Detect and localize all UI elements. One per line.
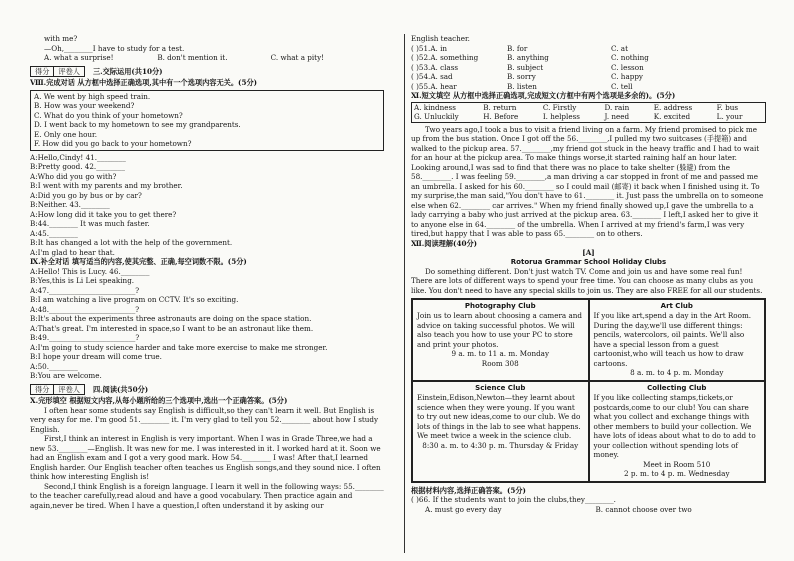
word-option: C. Firstly (542, 102, 577, 112)
box-option: C. What do you think of your hometown? (34, 110, 183, 120)
left-column (30, 34, 392, 553)
clubs-grid (411, 298, 766, 482)
word-option: B. return (483, 102, 517, 112)
question-option-c: C. happy (611, 72, 643, 81)
score-box (30, 66, 85, 78)
text-line: —Oh,________I have to study for a test. (44, 43, 185, 53)
dialog-line: B:Neither. 43.________ (30, 200, 110, 209)
part-title: Ⅺ.短文填空 从方框中选择正确选项,完成短文(方框中有两个选项是多余的)。(5分) (411, 91, 676, 100)
box-option: F. How did you go back to your hometown? (34, 139, 192, 148)
question-row (411, 44, 766, 54)
options-box (30, 90, 384, 151)
question-option-c: C. nothing (611, 53, 649, 62)
word-option: D. rain (604, 102, 630, 112)
club-title: Collecting Club (647, 383, 707, 392)
club-description: Join us to learn about choosing a camera and advice on taking successful photos. We will also teach you how to use your PC to store and print your photos. (417, 311, 583, 349)
question-row (411, 82, 766, 92)
section-header (30, 384, 384, 396)
option-text: A. class (430, 62, 459, 72)
club-time: Meet in Room 510 (643, 459, 711, 469)
option-b: B. don't mention it. (157, 53, 228, 62)
club-description: Einstein,Edison,Newton—they learnt about science when they were young. If you want to try out new ideas,come to our club. We do lots of things in the lab to see what happens. We meet twice a week in the science club. (417, 393, 581, 441)
text-line: English teacher. (411, 34, 470, 43)
question-number: ( )55. (411, 81, 431, 91)
club-art (589, 299, 766, 381)
dialog-line: B:I went with my parents and my brother. (30, 181, 183, 190)
dialog-line: B:It's about the experiments three astronauts are doing on the space station. (30, 314, 312, 323)
question-option-c: C. at (611, 43, 628, 53)
word-option: E. address (653, 102, 693, 112)
box-option: E. Only one hour. (34, 129, 97, 139)
word-option: I. helpless (542, 112, 580, 121)
option-text: A. sad (430, 72, 453, 81)
part-title: Ⅸ.补全对话 填写适当的内容,使其完整、正确,每空词数不限。(5分) (30, 257, 247, 266)
dialog-line: A:Who did you go with? (30, 171, 117, 181)
option-text: A. hear (430, 81, 457, 91)
dialog-line: B:I am watching a live program on CCTV. It's so exciting. (30, 295, 239, 304)
word-option: L. your (716, 112, 743, 121)
question-option-c: C. lesson (611, 62, 644, 72)
answer-options (30, 53, 384, 63)
question-option-a (411, 53, 507, 63)
dialog-line: B:44.________ It was much faster. (30, 219, 150, 228)
option-a: A. must go every day (425, 504, 502, 514)
dialog-line: B:You are welcome. (30, 371, 102, 380)
option-b: B. cannot choose over two (595, 504, 692, 514)
question-66: ( )66. If the students want to join the clubs,they________. (411, 495, 616, 505)
word-box (411, 102, 766, 123)
club-room: Room 308 (481, 358, 519, 368)
dialog-line: A:I'm going to study science harder and take more exercise to make me stronger. (30, 342, 328, 352)
dialog-line: A:Hello! This is Lucy. 46.________ (30, 266, 150, 276)
question-option-a (411, 63, 507, 73)
cloze-paragraph: I often hear some students say English is difficult,so they can't learn it well. But English is very easy for me. I'm good 51.________ it. I'm very glad to tell you 52.________ about how I study English. (30, 405, 379, 434)
question-option-b: B. for (507, 43, 528, 53)
dialog-line: A:Hello,Cindy! 41.________ (30, 152, 126, 162)
question-option-c: C. tell (611, 81, 633, 91)
club-title: Science Club (475, 383, 526, 392)
grader-label: 评卷人 (58, 384, 80, 394)
score-box (30, 384, 85, 396)
question-option-b: B. listen (507, 81, 537, 91)
option-text: A. in (430, 43, 448, 53)
question-number: ( )53. (411, 62, 431, 72)
dialog-line: A:47.________________________? (30, 285, 140, 295)
grader-label: 评卷人 (58, 66, 80, 76)
reading-intro: Do something different. Don't just watch TV. Come and join us and have some real fun! There are lots of different ways to spend your free time. You can choose as many clubs as you like. You don't need to have any special skills to join us. They are also FREE for all our students. (411, 266, 763, 295)
club-room: 2 p. m. to 4 p. m. Wednesday (624, 469, 730, 479)
question-row (411, 72, 766, 82)
word-option: F. bus (716, 102, 739, 112)
part-title: Ⅻ.阅读理解(40分) (411, 238, 478, 248)
dialog-line: A:45.________ (30, 228, 78, 238)
dialog-line: B:Yes,this is Li Lei speaking. (30, 276, 135, 285)
reading-title: Rotorua Grammar School Holiday Clubs (510, 257, 667, 266)
club-science (412, 381, 589, 482)
dialog-line: A:How long did it take you to get there? (30, 209, 177, 219)
word-option: J. need (604, 112, 630, 121)
part-title: 根据材料内容,选择正确答案。(5分) (411, 485, 526, 495)
box-option: B. How was your weekend? (34, 101, 135, 110)
dialog-line: A:That's great. I'm interested in space,so I want to be an astronaut like them. (30, 323, 314, 333)
section-title: 三.交际运用(共10分) (92, 66, 163, 76)
option-a: A. what a surprise! (44, 53, 114, 62)
question-row (411, 63, 766, 73)
word-option: G. Unluckily (414, 112, 459, 121)
dialog-line: A:50.________ (30, 361, 78, 371)
club-collecting (589, 381, 766, 482)
dialog-line: B:I hope your dream will come true. (30, 352, 162, 361)
dialog-line: A:Did you go by bus or by car? (30, 190, 142, 200)
club-title: Art Club (660, 302, 693, 311)
cloze-paragraph: Second,I think English is a foreign language. I learn it well in the following ways: 55.________ to the teacher carefully,read aloud and have a good vocabulary. Then practice again and again,never be tired. When I have a question,I often understand it by asking our (30, 481, 384, 510)
question-row (411, 53, 766, 63)
option-c: C. what a pity! (270, 53, 325, 62)
answer-options (411, 505, 766, 515)
word-option: K. excited (653, 112, 691, 121)
part-title: Ⅹ.完形填空 根据短文内容,从每小题所给的三个选项中,选出一个正确答案。(5分) (30, 396, 288, 405)
question-option-b: B. sorry (507, 72, 536, 81)
option-text: A. something (430, 53, 479, 62)
club-time: 8 a. m. to 4 p. m. Monday (630, 368, 724, 378)
score-label: 得分 (31, 67, 54, 77)
cloze-paragraph: First,I think an interest in English is very important. When I was in Grade Three,we had a new 53.________—English. It was new for me. I was interested in it. I worked hard at it. Soon we had an English exam and I got a very good mark. How 54.________ I was! After that,I learned English harder. Our English teacher often teaches us English songs,and they sound nice. I often think how interesting English is! (30, 434, 381, 481)
club-time: 9 a. m. to 11 a. m. Monday (451, 349, 550, 359)
part-title: Ⅷ.完成对话 从方框中选择正确选项,其中有一个选项内容无关。(5分) (30, 78, 258, 87)
question-number: ( )54. (411, 72, 431, 81)
question-number: ( )51. (411, 43, 431, 53)
word-option: A. kindness (414, 102, 456, 112)
passage-text: Two years ago,I took a bus to visit a friend living on a farm. My friend promised to pick me up from the bus station. Once I got off the 56.________,I pulled my two suitcases (手提箱) and walked to the pickup area. 57.________,my friend got stuck in the heavy traffic and I had to wait for an hour at the pickup area. To make things worse,it started raining half an hour later. Looking around,I was sad to find that there was no place to take shelter (躲避) from the 58.________. I was feeling 59.________,a man driving a car stopped in front of me and passed me an umbrella. I asked for his 60.________ so I could mail (邮寄) it back when I finished using it. To my surprise,the man said,"You don't have to 61.________ it. Just pass the umbrella on to someone else when 62.________ car arrives." When my friend finally showed up,I gave the umbrella to a lady carrying a baby who just arrived at the pickup area. 63.________ I left,I asked her to give it to anyone else in 64.________ of the umbrella. When I arrived at my friend's farm,I was very tired,but happy that I was able to pass 65.________ on to others. (411, 124, 764, 238)
club-time: 8:30 a. m. to 4:30 p. m. Thursday & Friday (422, 440, 579, 450)
dialog-one (30, 153, 384, 258)
club-title: Photography Club (464, 302, 536, 311)
cloze-questions (411, 44, 766, 92)
question-option-b: B. anything (507, 53, 549, 62)
section-title: 四.阅读(共50分) (92, 384, 149, 394)
dialog-line: B:Pretty good. 42.________ (30, 162, 125, 171)
right-column (404, 34, 766, 553)
question-number: ( )52. (411, 53, 431, 62)
score-label: 得分 (31, 385, 54, 395)
box-option: A. We went by high speed train. (34, 91, 151, 101)
club-photography (412, 299, 589, 381)
dialog-line: B:It has changed a lot with the help of the government. (30, 238, 233, 247)
club-description: If you like art,spend a day in the Art Room. During the day,we'll use different things: pencils, watercolors, oil paints. We'll also have a special lesson from a guest cartoonist,who will teach us how to draw cartoons. (593, 311, 752, 368)
reading-label: [A] (582, 248, 595, 257)
word-option: H. Before (483, 112, 519, 121)
question-option-a (411, 72, 507, 82)
question-option-b: B. subject (507, 62, 544, 72)
question-option-a (411, 82, 507, 92)
dialog-line: A:48.________________________? (30, 304, 140, 314)
dialog-two (30, 267, 384, 381)
text-line: with me? (44, 34, 78, 43)
club-description: If you like collecting stamps,tickets,or postcards,come to our club! You can share what you collect and exchange things with other members to build your collection. We have lots of ideas about what to do to add to your collection without spending lots of money. (593, 393, 756, 460)
dialog-line: A:I'm glad to hear that. (30, 247, 115, 257)
section-header (30, 66, 384, 78)
dialog-line: B:49.________________________? (30, 333, 140, 342)
box-option: D. I went back to my hometown to see my grandparents. (34, 120, 241, 129)
question-option-a (411, 44, 507, 54)
